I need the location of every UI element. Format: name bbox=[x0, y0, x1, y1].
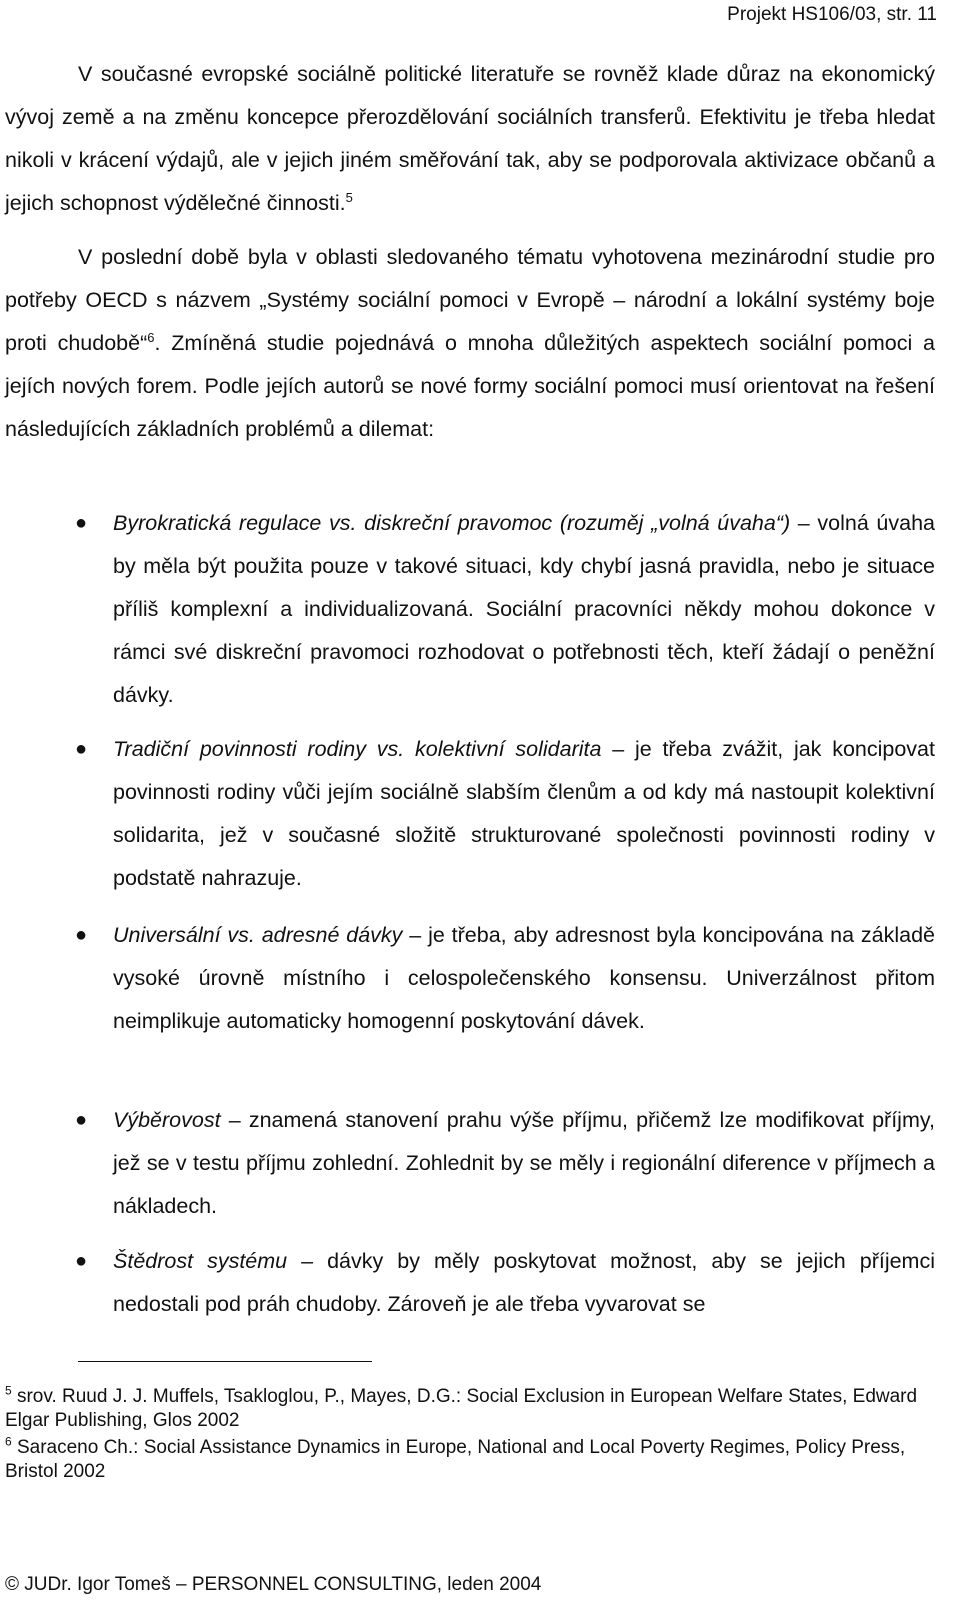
list-item bbox=[75, 1099, 935, 1228]
list-item bbox=[75, 728, 935, 900]
footnote-separator bbox=[78, 1361, 372, 1362]
list-item-term: Štědrost systému bbox=[113, 1249, 288, 1273]
bullet-icon: ● bbox=[75, 738, 88, 760]
list-item-term: Výběrovost bbox=[113, 1108, 221, 1132]
bullet-icon: ● bbox=[75, 924, 88, 946]
paragraph-2 bbox=[5, 236, 935, 451]
paragraph-2-text-a: V poslední době byla v oblasti sledovaného tématu vyhotovena mezinárodní studie pro potřeby OECD s názvem „Systémy sociální pomoci v Evropě – národní a lokální systémy boje proti chudobě“ bbox=[5, 245, 935, 355]
footnotes bbox=[5, 1385, 935, 1487]
list-item bbox=[75, 502, 936, 717]
page-footer: © JUDr. Igor Tomeš – PERSONNEL CONSULTING, leden 2004 bbox=[5, 1574, 542, 1595]
footnote-number: 5 bbox=[5, 1383, 12, 1398]
list-item-text: – je třeba, aby adresnost byla koncipována na základě vysoké úrovně místního i celospolečenského konsensu. Univerzálnost přitom neimplikuje automaticky homogenní poskytování dávek. bbox=[113, 923, 935, 1033]
list-item-term: Universální vs. adresné dávky bbox=[113, 923, 403, 947]
list-item-text: – volná úvaha by měla být použita pouze v takové situaci, kdy chybí jasná pravidla, nebo je situace příliš komplexní a individualizovaná. Sociální pracovníci někdy mohou dokonce v rámci své diskreční pravomoci rozhodovat o potřebnosti těch, kteří žádají o peněžní dávky. bbox=[113, 511, 936, 707]
list-item-text: – dávky by měly poskytovat možnost, aby se jejich příjemci nedostali pod práh chudoby. Zároveň je ale třeba vyvarovat se bbox=[113, 1249, 935, 1316]
paragraph-2-text-b: . Zmíněná studie pojednává o mnoha důležitých aspektech sociální pomoci a jejích nových forem. Podle jejích autorů se nové formy sociální pomoci musí orientovat na řešení následujících základních problémů a dilemat: bbox=[5, 331, 935, 441]
footnote-5 bbox=[5, 1385, 935, 1433]
list-item-text: – je třeba zvážit, jak koncipovat povinnosti rodiny vůči jejím sociálně slabším členům a od kdy má nastoupit kolektivní solidarita, jež v současné složitě strukturované společnosti povinnosti rodiny v podstatě nahrazuje. bbox=[113, 737, 935, 890]
list-item-text: – znamená stanovení prahu výše příjmu, přičemž lze modifikovat příjmy, jež se v testu příjmu zohlední. Zohlednit by se měly i regionální diference v příjmech a nákladech. bbox=[113, 1108, 935, 1218]
list-item bbox=[75, 1240, 935, 1326]
page-header: Projekt HS106/03, str. 11 bbox=[727, 4, 937, 25]
list-item bbox=[75, 914, 935, 1043]
footnote-number: 6 bbox=[5, 1434, 12, 1449]
footnote-ref-6: 6 bbox=[147, 329, 155, 345]
list-item-term: Tradiční povinnosti rodiny vs. kolektivní solidarita bbox=[113, 737, 602, 761]
bullet-icon: ● bbox=[75, 1250, 88, 1272]
list-item-term: Byrokratická regulace vs. diskreční pravomoc (rozuměj „volná úvaha“) bbox=[113, 511, 791, 535]
bullet-icon: ● bbox=[75, 512, 88, 534]
footnote-text: srov. Ruud J. J. Muffels, Tsakloglou, P., Mayes, D.G.: Social Exclusion in European Welfare States, Edward Elgar Publishing, Glos 2002 bbox=[5, 1386, 918, 1431]
paragraph-1 bbox=[5, 53, 935, 225]
footnote-text: Saraceno Ch.: Social Assistance Dynamics in Europe, National and Local Poverty Regimes, Policy Press, Bristol 2002 bbox=[5, 1437, 906, 1482]
footnote-6 bbox=[5, 1436, 935, 1484]
paragraph-1-text: V současné evropské sociálně politické literatuře se rovněž klade důraz na ekonomický vývoj země a na změnu koncepce přerozdělování sociálních transferů. Efektivitu je třeba hledat nikoli v krácení výdajů, ale v jejich jiném směřování tak, aby se podporovala aktivizace občanů a jejich schopnost výdělečné činnosti. bbox=[5, 62, 935, 215]
footnote-ref-5: 5 bbox=[345, 189, 353, 205]
bullet-icon: ● bbox=[75, 1109, 88, 1131]
